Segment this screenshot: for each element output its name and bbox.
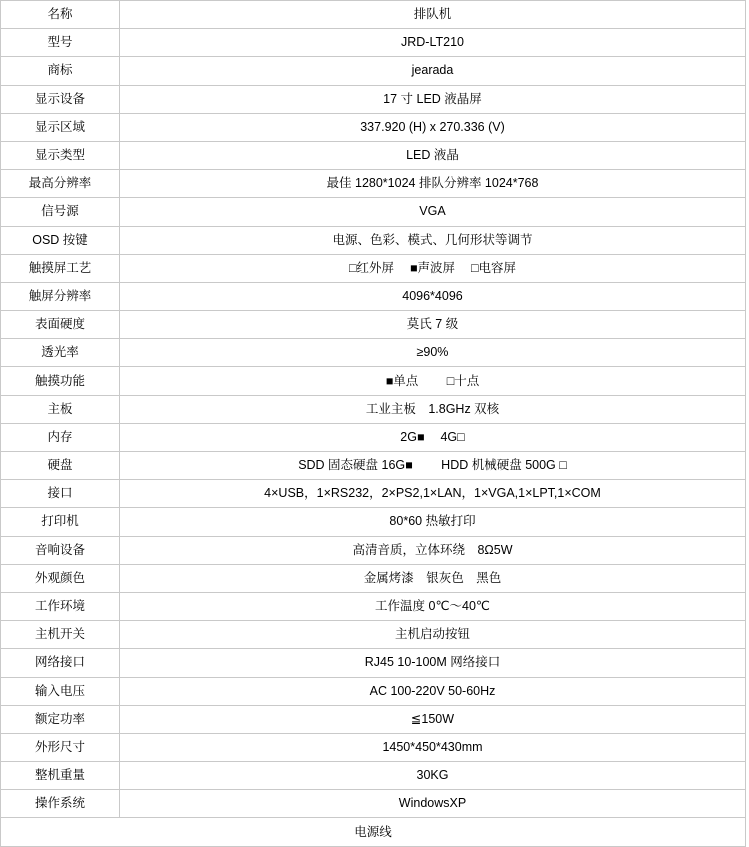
spec-label: 输入电压 <box>1 677 120 705</box>
table-row <box>1 564 746 592</box>
spec-label: OSD 按键 <box>1 226 120 254</box>
spec-value: ≥90% <box>120 339 746 367</box>
spec-value: 80*60 热敏打印 <box>120 508 746 536</box>
spec-label: 整机重量 <box>1 762 120 790</box>
table-row <box>1 282 746 310</box>
spec-value: 金属烤漆 银灰色 黑色 <box>120 564 746 592</box>
table-row <box>1 452 746 480</box>
table-row <box>1 649 746 677</box>
spec-label: 表面硬度 <box>1 311 120 339</box>
spec-value: 工业主板 1.8GHz 双核 <box>120 395 746 423</box>
table-row <box>1 395 746 423</box>
spec-label: 显示设备 <box>1 85 120 113</box>
spec-label: 工作环境 <box>1 592 120 620</box>
table-row <box>1 480 746 508</box>
spec-value: 莫氏 7 级 <box>120 311 746 339</box>
table-row <box>1 1 746 29</box>
table-row <box>1 592 746 620</box>
spec-value: 1450*450*430mm <box>120 733 746 761</box>
spec-label: 音响设备 <box>1 536 120 564</box>
spec-value: □红外屏 ■声波屏 □电容屏 <box>120 254 746 282</box>
table-row <box>1 198 746 226</box>
spec-value: 排队机 <box>120 1 746 29</box>
spec-value: 337.920 (H) x 270.336 (V) <box>120 113 746 141</box>
table-body <box>1 1 746 847</box>
table-row <box>1 733 746 761</box>
spec-footer-value: 电源线 <box>1 818 746 846</box>
spec-label: 硬盘 <box>1 452 120 480</box>
spec-value: 30KG <box>120 762 746 790</box>
spec-label: 外形尺寸 <box>1 733 120 761</box>
spec-label: 型号 <box>1 29 120 57</box>
spec-value: 电源、色彩、模式、几何形状等调节 <box>120 226 746 254</box>
spec-value: LED 液晶 <box>120 141 746 169</box>
spec-label: 触屏分辨率 <box>1 282 120 310</box>
spec-value: 主机启动按钮 <box>120 621 746 649</box>
spec-value: ≦150W <box>120 705 746 733</box>
table-row <box>1 57 746 85</box>
spec-label: 信号源 <box>1 198 120 226</box>
spec-value: AC 100-220V 50-60Hz <box>120 677 746 705</box>
spec-label: 打印机 <box>1 508 120 536</box>
spec-label: 接口 <box>1 480 120 508</box>
table-row <box>1 621 746 649</box>
table-row <box>1 113 746 141</box>
table-row <box>1 29 746 57</box>
spec-label: 主机开关 <box>1 621 120 649</box>
table-row <box>1 170 746 198</box>
spec-label: 触摸功能 <box>1 367 120 395</box>
spec-label: 显示区域 <box>1 113 120 141</box>
table-row <box>1 339 746 367</box>
spec-value: 4096*4096 <box>120 282 746 310</box>
spec-value: 4×USB，1×RS232，2×PS2,1×LAN，1×VGA,1×LPT,1×COM <box>120 480 746 508</box>
spec-label: 操作系统 <box>1 790 120 818</box>
spec-label: 触摸屏工艺 <box>1 254 120 282</box>
spec-label: 最高分辨率 <box>1 170 120 198</box>
spec-value: RJ45 10-100M 网络接口 <box>120 649 746 677</box>
table-footer-row <box>1 818 746 846</box>
spec-value: 高清音质，立体环绕 8Ω5W <box>120 536 746 564</box>
spec-value: jearada <box>120 57 746 85</box>
spec-value: 17 寸 LED 液晶屏 <box>120 85 746 113</box>
spec-label: 显示类型 <box>1 141 120 169</box>
spec-label: 外观颜色 <box>1 564 120 592</box>
spec-value: WindowsXP <box>120 790 746 818</box>
spec-value: VGA <box>120 198 746 226</box>
spec-value: ■单点 □十点 <box>120 367 746 395</box>
spec-value: JRD-LT210 <box>120 29 746 57</box>
spec-value: 工作温度 0℃～40℃ <box>120 592 746 620</box>
table-row <box>1 705 746 733</box>
spec-label: 透光率 <box>1 339 120 367</box>
table-row <box>1 254 746 282</box>
table-row <box>1 677 746 705</box>
table-row <box>1 226 746 254</box>
table-row <box>1 762 746 790</box>
table-row <box>1 367 746 395</box>
table-row <box>1 85 746 113</box>
table-row <box>1 311 746 339</box>
spec-value: 最佳 1280*1024 排队分辨率 1024*768 <box>120 170 746 198</box>
spec-value: 2G■ 4G□ <box>120 423 746 451</box>
spec-value: SDD 固态硬盘 16G■ HDD 机械硬盘 500G □ <box>120 452 746 480</box>
spec-label: 内存 <box>1 423 120 451</box>
table-row <box>1 423 746 451</box>
table-row <box>1 141 746 169</box>
spec-label: 额定功率 <box>1 705 120 733</box>
table-row <box>1 536 746 564</box>
spec-label: 商标 <box>1 57 120 85</box>
spec-label: 网络接口 <box>1 649 120 677</box>
table-row <box>1 508 746 536</box>
spec-label: 名称 <box>1 1 120 29</box>
table-row <box>1 790 746 818</box>
spec-label: 主板 <box>1 395 120 423</box>
